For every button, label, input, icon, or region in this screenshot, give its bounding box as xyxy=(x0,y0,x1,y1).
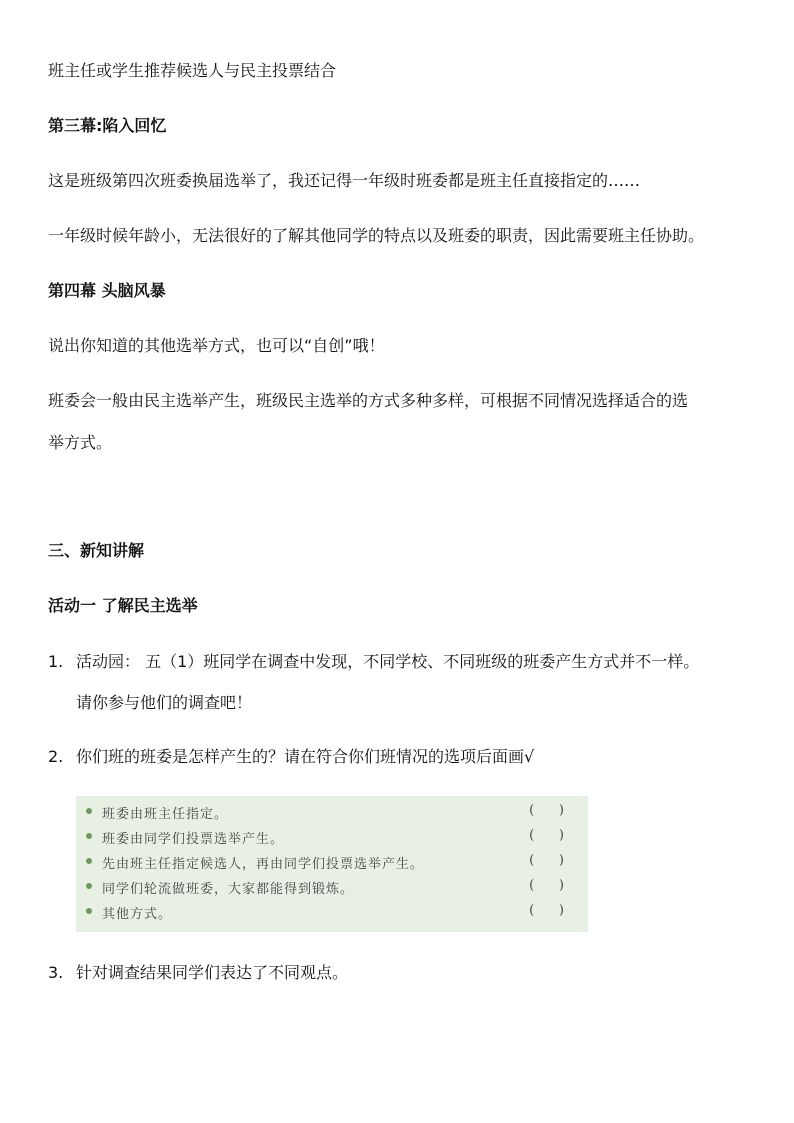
option-answer-blank[interactable]: ( ) xyxy=(529,853,564,868)
survey-option xyxy=(84,827,580,847)
activity-heading: 活动一 了解民主选举 xyxy=(48,596,198,615)
paragraph-committee-line2: 举方式。 xyxy=(48,433,113,452)
survey-options-box xyxy=(76,796,588,932)
paragraph-grade-one: 一年级时候年龄小，无法很好的了解其他同学的特点以及班委的职责，因此需要班主任协助。 xyxy=(48,226,705,245)
list-item-2: 你们班的班委是怎样产生的？请在符合你们班情况的选项后面画√ xyxy=(76,747,535,766)
bullet-icon xyxy=(86,808,92,814)
list-number-3: 3. xyxy=(48,963,64,982)
paragraph-committee-line1: 班委会一般由民主选举产生，班级民主选举的方式多种多样，可根据不同情况选择适合的选 xyxy=(48,391,689,410)
survey-option xyxy=(84,802,580,822)
section-heading: 三、新知讲解 xyxy=(48,541,145,560)
heading-act-4: 第四幕 头脑风暴 xyxy=(48,281,166,300)
survey-option xyxy=(84,852,580,872)
survey-option xyxy=(84,902,580,922)
paragraph-other-methods: 说出你知道的其他选举方式，也可以“自创”哦！ xyxy=(48,336,385,355)
option-answer-blank[interactable]: ( ) xyxy=(529,903,564,918)
list-item-1-line2: 请你参与他们的调查吧！ xyxy=(76,693,253,712)
bullet-icon xyxy=(86,883,92,889)
option-answer-blank[interactable]: ( ) xyxy=(529,828,564,843)
list-item-3: 针对调查结果同学们表达了不同观点。 xyxy=(76,963,349,982)
list-item-1-line1: 活动园： 五（1）班同学在调查中发现，不同学校、不同班级的班委产生方式并不一样。 xyxy=(76,652,700,671)
option-answer-blank[interactable]: ( ) xyxy=(529,803,564,818)
survey-option xyxy=(84,877,580,897)
option-text: 班委由同学们投票选举产生。 xyxy=(102,832,285,847)
option-text: 先由班主任指定候选人，再由同学们投票选举产生。 xyxy=(102,857,425,872)
option-text: 同学们轮流做班委，大家都能得到锻炼。 xyxy=(102,882,355,897)
heading-act-3: 第三幕:陷入回忆 xyxy=(48,116,167,135)
paragraph-recommend: 班主任或学生推荐候选人与民主投票结合 xyxy=(48,61,337,80)
option-text: 班委由班主任指定。 xyxy=(102,807,229,822)
paragraph-memory: 这是班级第四次班委换届选举了，我还记得一年级时班委都是班主任直接指定的…… xyxy=(48,171,641,190)
list-number-2: 2. xyxy=(48,747,64,766)
list-number-1: 1. xyxy=(48,652,64,671)
bullet-icon xyxy=(86,908,92,914)
option-answer-blank[interactable]: ( ) xyxy=(529,878,564,893)
bullet-icon xyxy=(86,858,92,864)
option-text: 其他方式。 xyxy=(102,907,173,922)
bullet-icon xyxy=(86,833,92,839)
